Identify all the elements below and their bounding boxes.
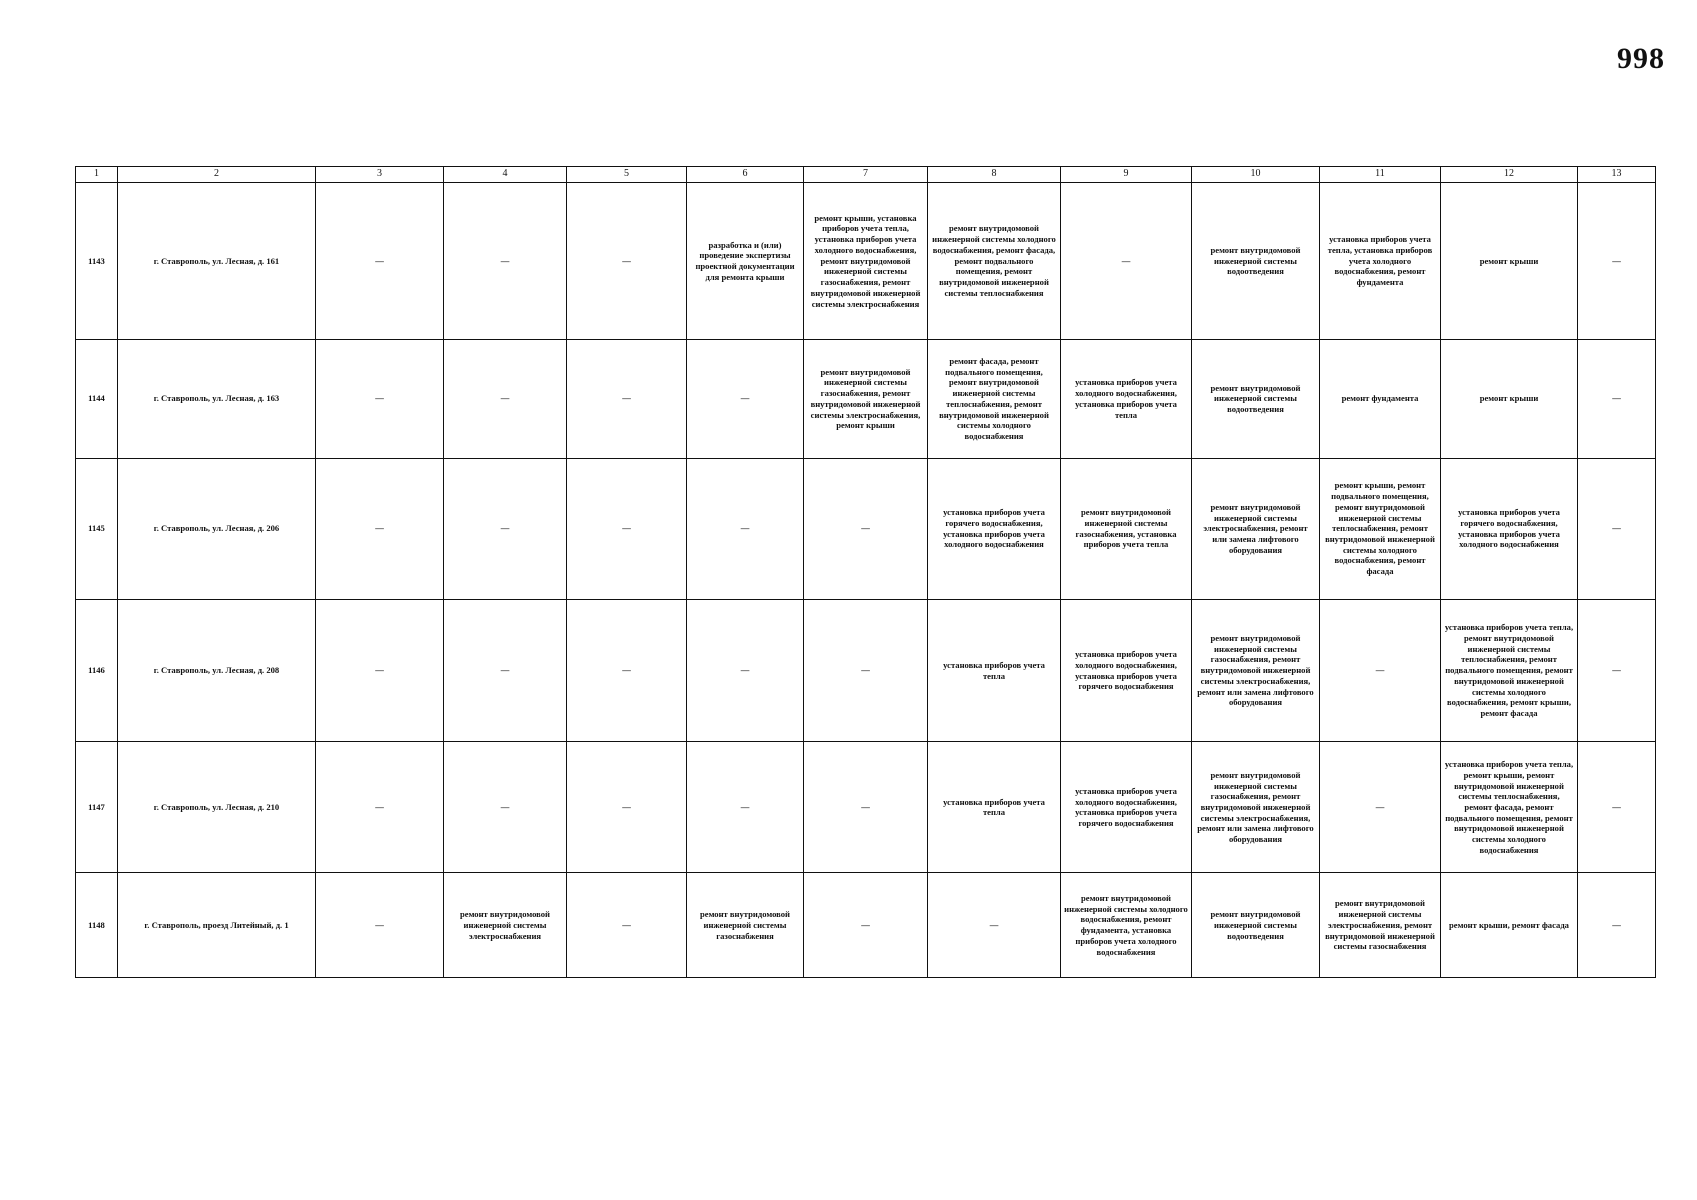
table-cell: — [316,339,444,458]
column-header: 10 [1192,167,1320,183]
table-cell: — [1578,873,1656,978]
table-cell: установка приборов учета тепла, ремонт крыши, ремонт внутридомовой инженерной системы теплоснабжения, ремонт фасада, ремонт подвального помещения, ремонт внутридомовой инженерной системы холодного водоснабжения [1441,742,1578,873]
column-header: 4 [444,167,567,183]
address-cell: г. Ставрополь, ул. Лесная, д. 208 [118,599,316,742]
table-cell: — [804,458,928,599]
table-cell: — [444,183,567,340]
address-cell: г. Ставрополь, ул. Лесная, д. 163 [118,339,316,458]
table-cell: установка приборов учета тепла [928,599,1061,742]
column-header: 6 [687,167,804,183]
table-cell: ремонт внутридомовой инженерной системы газоснабжения, установка приборов учета тепла [1061,458,1192,599]
table-cell: — [1320,599,1441,742]
table-cell: ремонт фундамента [1320,339,1441,458]
table-cell: — [804,742,928,873]
row-number-cell: 1145 [76,458,118,599]
table-cell: — [687,742,804,873]
row-number-cell: 1146 [76,599,118,742]
table-cell: — [444,742,567,873]
table-cell: — [804,873,928,978]
table-cell: — [316,873,444,978]
table-cell: — [444,599,567,742]
table-row [76,742,1656,873]
table-cell: ремонт внутридомовой инженерной системы газоснабжения, ремонт внутридомовой инженерной системы электроснабжения, ремонт или замена лифтового оборудования [1192,742,1320,873]
table-cell: — [316,599,444,742]
table-cell: — [1061,183,1192,340]
program-table [75,166,1656,978]
table-cell: ремонт внутридомовой инженерной системы электроснабжения [444,873,567,978]
table-cell: ремонт внутридомовой инженерной системы холодного водоснабжения, ремонт фундамента, установка приборов учета холодного водоснабжения [1061,873,1192,978]
table-cell: ремонт внутридомовой инженерной системы водоотведения [1192,873,1320,978]
column-header: 8 [928,167,1061,183]
table-cell: — [687,458,804,599]
table-cell: установка приборов учета горячего водоснабжения, установка приборов учета холодного водоснабжения [1441,458,1578,599]
table-row [76,873,1656,978]
table-cell: — [316,458,444,599]
table-cell: установка приборов учета тепла, ремонт внутридомовой инженерной системы теплоснабжения, ремонт подвального помещения, ремонт внутридомовой инженерной системы холодного водоснабжения, ремонт крыши, ремонт фасада [1441,599,1578,742]
table-cell: ремонт внутридомовой инженерной системы электроснабжения, ремонт или замена лифтового оборудования [1192,458,1320,599]
column-header: 9 [1061,167,1192,183]
row-number-cell: 1147 [76,742,118,873]
column-header: 5 [567,167,687,183]
table-cell: ремонт крыши, ремонт подвального помещения, ремонт внутридомовой инженерной системы теплоснабжения, ремонт внутридомовой инженерной системы холодного водоснабжения, ремонт фасада [1320,458,1441,599]
table-cell: ремонт внутридомовой инженерной системы газоснабжения [687,873,804,978]
address-cell: г. Ставрополь, ул. Лесная, д. 161 [118,183,316,340]
address-cell: г. Ставрополь, ул. Лесная, д. 206 [118,458,316,599]
table-row [76,339,1656,458]
table-cell: ремонт крыши [1441,339,1578,458]
table-cell: — [1578,339,1656,458]
table-cell: — [567,339,687,458]
table-cell: — [567,183,687,340]
table-cell: — [567,742,687,873]
column-header: 2 [118,167,316,183]
table-cell: — [1578,458,1656,599]
table-cell: — [687,339,804,458]
table-cell: — [567,458,687,599]
table-cell: ремонт внутридомовой инженерной системы электроснабжения, ремонт внутридомовой инженерной системы газоснабжения [1320,873,1441,978]
table-cell: ремонт внутридомовой инженерной системы холодного водоснабжения, ремонт фасада, ремонт подвального помещения, ремонт внутридомовой инженерной системы теплоснабжения [928,183,1061,340]
table-cell: установка приборов учета холодного водоснабжения, установка приборов учета горячего водоснабжения [1061,742,1192,873]
row-number-cell: 1144 [76,339,118,458]
table-cell: — [1578,183,1656,340]
table-cell: — [687,599,804,742]
table-cell: — [444,339,567,458]
table-header-row [76,167,1656,183]
table-cell: установка приборов учета холодного водоснабжения, установка приборов учета тепла [1061,339,1192,458]
table-cell: — [928,873,1061,978]
table-cell: — [316,742,444,873]
table-cell: ремонт крыши, ремонт фасада [1441,873,1578,978]
table-cell: ремонт внутридомовой инженерной системы водоотведения [1192,183,1320,340]
row-number-cell: 1148 [76,873,118,978]
table-row [76,599,1656,742]
table-cell: — [316,183,444,340]
table-cell: ремонт фасада, ремонт подвального помещения, ремонт внутридомовой инженерной системы теплоснабжения, ремонт внутридомовой инженерной системы холодного водоснабжения [928,339,1061,458]
table-cell: — [1320,742,1441,873]
table-cell: — [567,873,687,978]
column-header: 12 [1441,167,1578,183]
table-cell: установка приборов учета горячего водоснабжения, установка приборов учета холодного водоснабжения [928,458,1061,599]
table-cell: установка приборов учета тепла [928,742,1061,873]
table-cell: ремонт крыши [1441,183,1578,340]
table-cell: — [444,458,567,599]
column-header: 11 [1320,167,1441,183]
table-cell: разработка и (или) проведение экспертизы проектной документации для ремонта крыши [687,183,804,340]
row-number-cell: 1143 [76,183,118,340]
table-cell: ремонт внутридомовой инженерной системы газоснабжения, ремонт внутридомовой инженерной системы электроснабжения, ремонт крыши [804,339,928,458]
table-row [76,183,1656,340]
address-cell: г. Ставрополь, ул. Лесная, д. 210 [118,742,316,873]
table-cell: ремонт внутридомовой инженерной системы водоотведения [1192,339,1320,458]
column-header: 1 [76,167,118,183]
table-cell: — [567,599,687,742]
table-cell: ремонт крыши, установка приборов учета тепла, установка приборов учета холодного водоснабжения, ремонт внутридомовой инженерной системы газоснабжения, ремонт внутридомовой инженерной системы электроснабжения [804,183,928,340]
column-header: 7 [804,167,928,183]
table-cell: — [804,599,928,742]
table-row [76,458,1656,599]
table-cell: установка приборов учета тепла, установка приборов учета холодного водоснабжения, ремонт фундамента [1320,183,1441,340]
table-cell: ремонт внутридомовой инженерной системы газоснабжения, ремонт внутридомовой инженерной системы электроснабжения, ремонт или замена лифтового оборудования [1192,599,1320,742]
address-cell: г. Ставрополь, проезд Литейный, д. 1 [118,873,316,978]
table-cell: установка приборов учета холодного водоснабжения, установка приборов учета горячего водоснабжения [1061,599,1192,742]
table-cell: — [1578,599,1656,742]
column-header: 13 [1578,167,1656,183]
table-cell: — [1578,742,1656,873]
page-number: 998 [1617,42,1665,75]
column-header: 3 [316,167,444,183]
